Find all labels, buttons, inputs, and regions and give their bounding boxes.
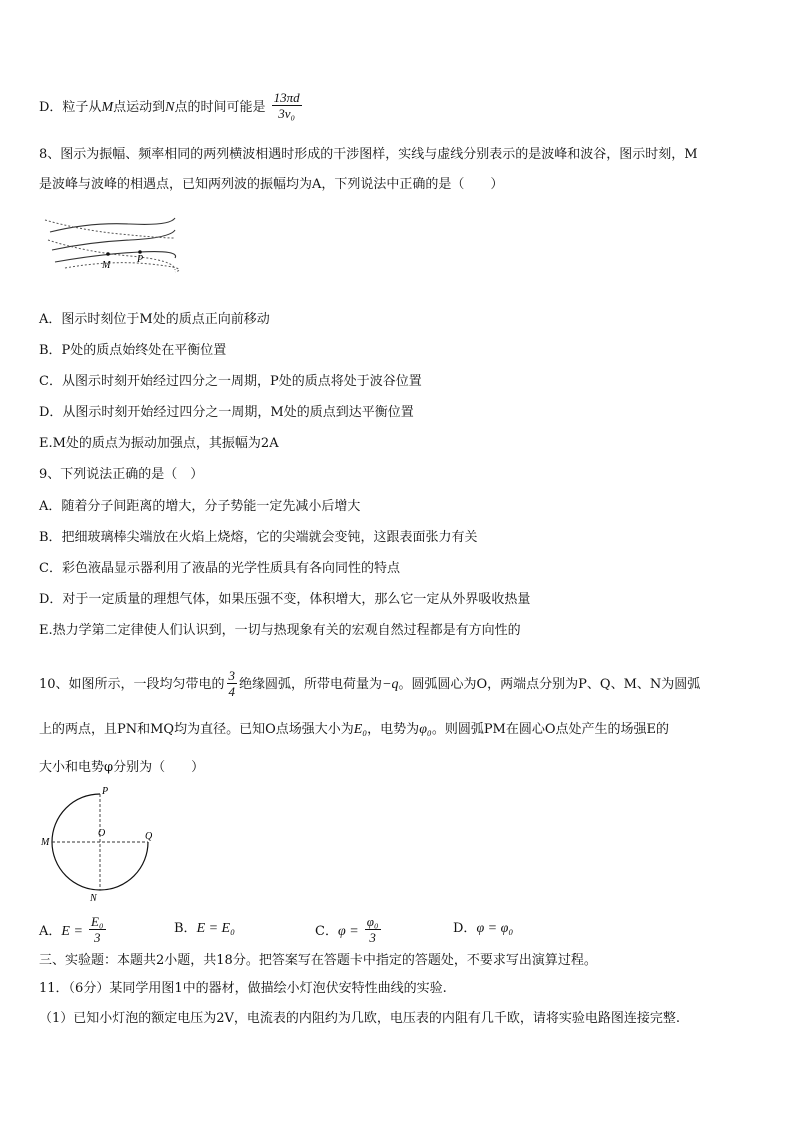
section3-heading: 三、实验题：本题共2小题，共18分。把答案写在答题卡中指定的答题处，不要求写出演算过程。	[39, 953, 597, 968]
q10-stem-c: 。圆弧圆心为O，两端点分别为P、Q、M、N为圆弧	[398, 677, 701, 692]
option-label: C．	[315, 924, 338, 939]
q8-option-e: E.M处的质点为振动加强点，其振幅为2A	[39, 436, 279, 451]
option-expr: E = E₀	[196, 921, 235, 936]
fraction-numerator: φ₀	[366, 914, 379, 929]
q7-option-d-mid: 点运动到	[113, 100, 166, 115]
q10-line2-c: 。则圆弧PM在圆心O点处产生的场强E的	[431, 722, 670, 737]
q8-option-d: D．从图示时刻开始经过四分之一周期，M处的质点到达平衡位置	[39, 405, 414, 420]
q8-option-b: B．P处的质点始终处在平衡位置	[39, 343, 227, 358]
label-q: Q	[145, 831, 153, 842]
option-fraction	[89, 914, 105, 945]
fraction-denominator: 3	[369, 930, 376, 945]
option-lhs: φ =	[337, 924, 359, 939]
q8-stem-line1: 8、图示为振幅、频率相同的两列横波相遇时形成的干涉图样，实线与虚线分别表示的是波峰和波谷，图示时刻，M	[39, 147, 698, 162]
point-m: M	[101, 100, 114, 115]
option-label: D．	[453, 921, 477, 936]
fraction-denominator: 4	[228, 684, 236, 699]
q10-option-a	[39, 916, 108, 947]
q11-part1: （1）已知小灯泡的额定电压为2V，电流表的内阻约为几欧，电压表的内阻有几千欧，请将实验电路图连接完整.	[39, 1011, 681, 1026]
fraction-denominator: 3v₀	[278, 106, 296, 121]
q10-charge: −q	[382, 677, 399, 692]
q9-option-e: E.热力学第二定律使人们认识到，一切与热现象有关的宏观自然过程都是有方向性的	[39, 623, 521, 638]
q10-arc-fraction	[227, 668, 238, 699]
fraction-numerator: 3	[228, 668, 236, 683]
trough-line-2	[48, 240, 175, 270]
option-lhs: E =	[61, 924, 83, 939]
fraction-denominator: 3	[94, 930, 101, 945]
label-p: P	[137, 254, 144, 265]
q10-line2-b: ，电势为	[367, 722, 420, 737]
q9-option-c: C．彩色液晶显示器利用了液晶的光学性质具有各向同性的特点	[39, 561, 400, 576]
option-expr: φ = φ₀	[476, 921, 514, 936]
q9-option-b: B．把细玻璃棒尖端放在火焰上烧熔，它的尖端就会变钝，这跟表面张力有关	[39, 530, 478, 545]
q7-time-fraction	[272, 90, 302, 121]
fraction-numerator: E₀	[91, 914, 104, 929]
q7-option-d	[39, 92, 304, 123]
q10-stem-b: 绝缘圆弧，所带电荷量为	[239, 677, 383, 692]
q10-option-c	[315, 916, 383, 947]
q8-interference-figure	[40, 212, 180, 274]
q8-stem-line2: 是波峰与波峰的相遇点，已知两列波的振幅均为A，下列说法中正确的是（ ）	[39, 177, 504, 192]
q7-option-d-label: D．粒子从	[39, 100, 102, 115]
fraction-numerator: 13πd	[273, 90, 300, 105]
q9-option-d: D．对于一定质量的理想气体，如果压强不变，体积增大，那么它一定从外界吸收热量	[39, 592, 531, 607]
crest-line-1	[50, 218, 175, 232]
q10-e0: E₀	[353, 722, 368, 737]
label-m: M	[102, 260, 111, 271]
q10-stem-line1	[39, 669, 700, 700]
option-label: A．	[39, 924, 62, 939]
q10-arc-figure	[38, 786, 168, 904]
option-fraction	[365, 914, 381, 945]
q8-option-a: A．图示时刻位于M处的质点正向前移动	[39, 312, 270, 327]
label-n: N	[90, 893, 97, 904]
point-n: N	[165, 100, 175, 115]
trough-line-3	[65, 263, 179, 272]
q10-stem-line2	[39, 721, 669, 739]
option-label: B．	[174, 921, 197, 936]
q7-option-d-tail: 点的时间可能是	[174, 100, 266, 115]
q9-stem: 9、下列说法正确的是（ ）	[39, 467, 204, 482]
crest-line-3	[55, 252, 176, 262]
q9-option-a: A．随着分子间距离的增大，分子势能一定先减小后增大	[39, 499, 361, 514]
label-m: M	[41, 837, 50, 848]
q10-line2-a: 上的两点，且PN和MQ均为直径。已知O点场强大小为	[39, 722, 354, 737]
q10-phi0: φ₀	[419, 722, 432, 737]
q10-stem-line3: 大小和电势φ分别为（ ）	[39, 760, 205, 775]
label-p: P	[102, 786, 109, 797]
q10-option-b	[174, 920, 235, 938]
q11-stem: 11．（6分）某同学用图1中的器材，做描绘小灯泡伏安特性曲线的实验.	[39, 981, 447, 996]
q10-stem-a: 10、如图所示，一段均匀带电的	[39, 677, 225, 692]
q10-option-d	[453, 920, 513, 938]
label-o: O	[98, 828, 106, 839]
q8-option-c: C．从图示时刻开始经过四分之一周期，P处的质点将处于波谷位置	[39, 374, 422, 389]
